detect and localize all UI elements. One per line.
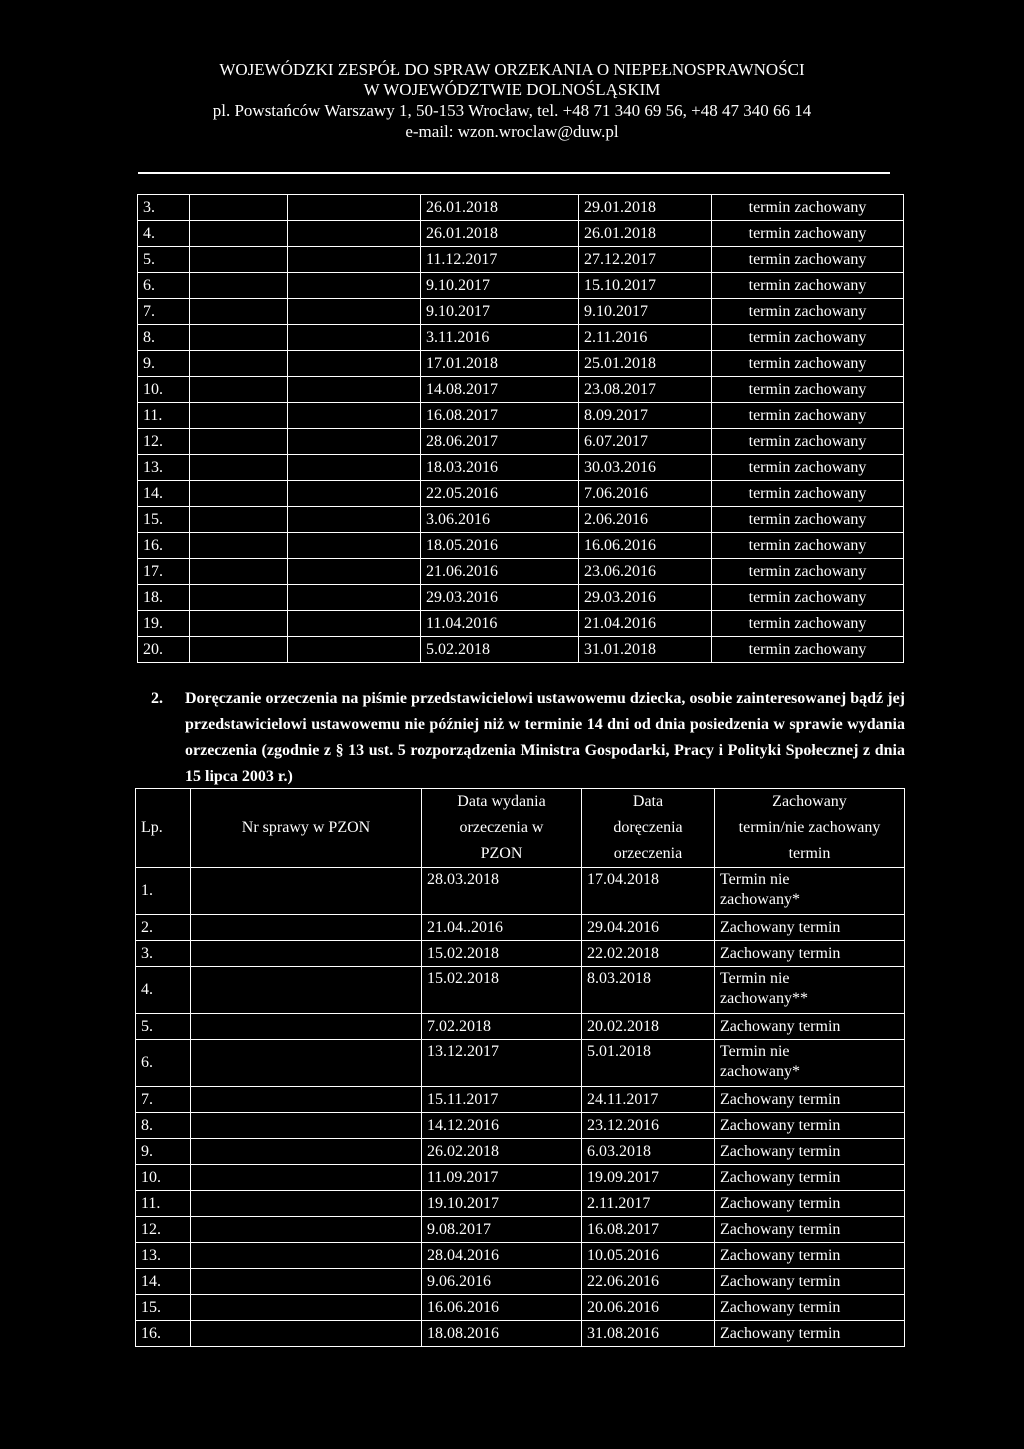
issue-date: 18.08.2016 [422, 1321, 582, 1347]
case-number-cell [191, 1087, 422, 1113]
deadline-status: termin zachowany [712, 195, 904, 221]
case-number-cell [190, 637, 288, 663]
table-row [138, 585, 904, 611]
header-divider [138, 172, 890, 174]
deadline-status [715, 1217, 905, 1243]
blank-cell [288, 195, 421, 221]
case-number-cell [191, 915, 422, 941]
table-row [136, 1014, 905, 1040]
table-row [138, 377, 904, 403]
deadline-status-line: Zachowany termin [720, 1091, 841, 1108]
header-status-line: Zachowany [772, 793, 847, 810]
delivery-date: 20.06.2016 [582, 1295, 715, 1321]
case-number-cell [191, 868, 422, 915]
table-row [136, 915, 905, 941]
deadline-status [715, 868, 905, 915]
deadline-status-line: Zachowany termin [720, 1325, 841, 1342]
table-row [138, 273, 904, 299]
delivery-date: 23.06.2016 [579, 559, 712, 585]
header-status-line: termin [788, 845, 831, 862]
row-number: 6. [136, 1040, 191, 1087]
deadline-status-line: Zachowany termin [720, 1018, 841, 1035]
table-row [138, 299, 904, 325]
row-number: 13. [138, 455, 190, 481]
deadline-status-line: zachowany** [720, 990, 808, 1007]
table-row [138, 455, 904, 481]
deadline-status-line: Termin nie [720, 871, 790, 888]
institution-region: W WOJEWÓDZTWIE DOLNOŚLĄSKIM [363, 80, 661, 99]
delivery-date: 25.01.2018 [579, 351, 712, 377]
row-number: 13. [136, 1243, 191, 1269]
deadline-status-line: Termin nie [720, 970, 790, 987]
table-row [138, 429, 904, 455]
row-number: 4. [138, 221, 190, 247]
blank-cell [288, 611, 421, 637]
deadline-status: termin zachowany [712, 221, 904, 247]
case-number-cell [190, 325, 288, 351]
issue-date: 15.02.2018 [422, 967, 582, 1014]
table-row [138, 637, 904, 663]
delivery-table-continued [137, 194, 904, 663]
issue-date: 9.06.2016 [422, 1269, 582, 1295]
issue-date: 13.12.2017 [422, 1040, 582, 1087]
row-number: 4. [136, 967, 191, 1014]
case-number-cell [190, 611, 288, 637]
issue-date: 26.01.2018 [421, 221, 579, 247]
issue-date: 21.04..2016 [422, 915, 582, 941]
header-delivery-date-line: doręczenia [613, 819, 683, 836]
delivery-date: 19.09.2017 [582, 1165, 715, 1191]
issue-date: 15.02.2018 [422, 941, 582, 967]
deadline-status-line: Zachowany termin [720, 919, 841, 936]
table-row [136, 1243, 905, 1269]
table-row [136, 1191, 905, 1217]
issue-date: 11.04.2016 [421, 611, 579, 637]
case-number-cell [191, 1295, 422, 1321]
issue-date: 3.06.2016 [421, 507, 579, 533]
issue-date: 7.02.2018 [422, 1014, 582, 1040]
case-number-cell [191, 1269, 422, 1295]
table-row [138, 533, 904, 559]
table-row [136, 868, 905, 915]
issue-date: 9.10.2017 [421, 273, 579, 299]
issue-date: 11.12.2017 [421, 247, 579, 273]
row-number: 7. [138, 299, 190, 325]
case-number-cell [190, 403, 288, 429]
delivery-date: 22.02.2018 [582, 941, 715, 967]
row-number: 5. [138, 247, 190, 273]
case-number-cell [190, 377, 288, 403]
deadline-status: termin zachowany [712, 611, 904, 637]
deadline-status-line: Zachowany termin [720, 1117, 841, 1134]
delivery-date: 31.01.2018 [579, 637, 712, 663]
issue-date: 26.01.2018 [421, 195, 579, 221]
deadline-status [715, 915, 905, 941]
table-row [138, 325, 904, 351]
table-row [138, 481, 904, 507]
row-number: 8. [138, 325, 190, 351]
table-row [136, 1217, 905, 1243]
table-row [138, 195, 904, 221]
delivery-date: 29.03.2016 [579, 585, 712, 611]
table-row [136, 941, 905, 967]
deadline-status: termin zachowany [712, 585, 904, 611]
deadline-status: termin zachowany [712, 559, 904, 585]
blank-cell [288, 221, 421, 247]
delivery-date: 8.03.2018 [582, 967, 715, 1014]
issue-date: 5.02.2018 [421, 637, 579, 663]
deadline-status: termin zachowany [712, 455, 904, 481]
row-number: 15. [138, 507, 190, 533]
table-row [136, 1113, 905, 1139]
delivery-date: 23.08.2017 [579, 377, 712, 403]
row-number: 1. [136, 868, 191, 915]
issue-date: 17.01.2018 [421, 351, 579, 377]
row-number: 9. [136, 1139, 191, 1165]
blank-cell [288, 325, 421, 351]
delivery-date: 15.10.2017 [579, 273, 712, 299]
deadline-status: termin zachowany [712, 325, 904, 351]
table-row [136, 1165, 905, 1191]
row-number: 20. [138, 637, 190, 663]
row-number: 14. [138, 481, 190, 507]
row-number: 12. [138, 429, 190, 455]
blank-cell [288, 273, 421, 299]
delivery-table [135, 788, 905, 1347]
deadline-status: termin zachowany [712, 533, 904, 559]
deadline-status [715, 1014, 905, 1040]
row-number: 14. [136, 1269, 191, 1295]
row-number: 7. [136, 1087, 191, 1113]
deadline-status-line: Zachowany termin [720, 1273, 841, 1290]
deadline-status: termin zachowany [712, 429, 904, 455]
delivery-date: 7.06.2016 [579, 481, 712, 507]
table-row [138, 611, 904, 637]
delivery-date: 2.06.2016 [579, 507, 712, 533]
institution-name: WOJEWÓDZKI ZESPÓŁ DO SPRAW ORZEKANIA O NIEPEŁNOSPRAWNOŚCI [219, 60, 805, 79]
blank-cell [288, 429, 421, 455]
delivery-date: 5.01.2018 [582, 1040, 715, 1087]
deadline-status-line: Zachowany termin [720, 1169, 841, 1186]
issue-date: 21.06.2016 [421, 559, 579, 585]
delivery-date: 30.03.2016 [579, 455, 712, 481]
row-number: 3. [138, 195, 190, 221]
delivery-table-body [136, 868, 905, 1347]
delivery-date: 23.12.2016 [582, 1113, 715, 1139]
case-number-cell [190, 481, 288, 507]
deadline-status [715, 1040, 905, 1087]
deadline-status: termin zachowany [712, 247, 904, 273]
issue-date: 26.02.2018 [422, 1139, 582, 1165]
issue-date: 28.03.2018 [422, 868, 582, 915]
issue-date: 3.11.2016 [421, 325, 579, 351]
row-number: 11. [136, 1191, 191, 1217]
deadline-status: termin zachowany [712, 481, 904, 507]
case-number-cell [190, 455, 288, 481]
header-case-number: Nr sprawy w PZON [191, 789, 422, 868]
header-lp: Lp. [136, 789, 191, 868]
deadline-status [715, 941, 905, 967]
case-number-cell [191, 1014, 422, 1040]
table-header-row [136, 789, 905, 868]
deadline-status: termin zachowany [712, 377, 904, 403]
issue-date: 14.12.2016 [422, 1113, 582, 1139]
letterhead [0, 60, 1024, 142]
issue-date: 18.05.2016 [421, 533, 579, 559]
case-number-cell [191, 1243, 422, 1269]
delivery-date: 29.04.2016 [582, 915, 715, 941]
deadline-status: termin zachowany [712, 637, 904, 663]
table-row [136, 1295, 905, 1321]
case-number-cell [190, 299, 288, 325]
row-number: 2. [136, 915, 191, 941]
header-status [715, 789, 905, 868]
row-number: 17. [138, 559, 190, 585]
blank-cell [288, 377, 421, 403]
institution-address: pl. Powstańców Warszawy 1, 50-153 Wrocław, tel. +48 71 340 69 56, +48 47 340 66 14 [212, 101, 812, 120]
section-number: 2. [151, 690, 163, 707]
row-number: 11. [138, 403, 190, 429]
row-number: 9. [138, 351, 190, 377]
blank-cell [288, 247, 421, 273]
blank-cell [288, 481, 421, 507]
case-number-cell [190, 247, 288, 273]
section-2-paragraph [151, 686, 905, 790]
table-row [136, 1139, 905, 1165]
header-delivery-date-line: orzeczenia [613, 845, 683, 862]
blank-cell [288, 299, 421, 325]
issue-date: 18.03.2016 [421, 455, 579, 481]
issue-date: 28.04.2016 [422, 1243, 582, 1269]
deadline-status [715, 1243, 905, 1269]
issue-date: 15.11.2017 [422, 1087, 582, 1113]
header-issue-date [422, 789, 582, 868]
header-issue-date-line: PZON [480, 845, 523, 862]
issue-date: 11.09.2017 [422, 1165, 582, 1191]
institution-email: e-mail: wzon.wroclaw@duw.pl [405, 122, 619, 141]
blank-cell [288, 351, 421, 377]
case-number-cell [191, 1040, 422, 1087]
table-row [136, 1269, 905, 1295]
delivery-date: 17.04.2018 [582, 868, 715, 915]
deadline-status-line: Zachowany termin [720, 1143, 841, 1160]
delivery-date: 29.01.2018 [579, 195, 712, 221]
table-row [136, 1087, 905, 1113]
row-number: 16. [136, 1321, 191, 1347]
row-number: 19. [138, 611, 190, 637]
blank-cell [288, 637, 421, 663]
section-text: Doręczanie orzeczenia na piśmie przedstawicielowi ustawowemu dziecka, osobie zainteresowanej bądź jej przedstawicielowi ustawowemu nie później niż w terminie 14 dni od dnia posiedzenia w sprawie wydania orzeczenia (zgodnie z § 13 ust. 5 rozporządzenia Ministra Gospodarki, Pracy i Polityki Społecznej z dnia 15 lipca 2003 r.) [185, 690, 905, 785]
deadline-status-line: Termin nie [720, 1043, 790, 1060]
deadline-status-line: Zachowany termin [720, 945, 841, 962]
blank-cell [288, 455, 421, 481]
header-issue-date-line: Data wydania [457, 793, 546, 810]
row-number: 5. [136, 1014, 191, 1040]
delivery-date: 2.11.2017 [582, 1191, 715, 1217]
table-row [136, 967, 905, 1014]
blank-cell [288, 559, 421, 585]
deadline-status: termin zachowany [712, 403, 904, 429]
delivery-table-continued-body [138, 195, 904, 663]
row-number: 12. [136, 1217, 191, 1243]
deadline-status: termin zachowany [712, 273, 904, 299]
case-number-cell [191, 1321, 422, 1347]
case-number-cell [190, 195, 288, 221]
row-number: 6. [138, 273, 190, 299]
delivery-date: 31.08.2016 [582, 1321, 715, 1347]
row-number: 15. [136, 1295, 191, 1321]
case-number-cell [191, 941, 422, 967]
delivery-date: 21.04.2016 [579, 611, 712, 637]
deadline-status-line: zachowany* [720, 1063, 800, 1080]
case-number-cell [190, 585, 288, 611]
header-issue-date-line: orzeczenia w [459, 819, 544, 836]
blank-cell [288, 507, 421, 533]
deadline-status-line: zachowany* [720, 891, 800, 908]
case-number-cell [191, 1113, 422, 1139]
issue-date: 16.06.2016 [422, 1295, 582, 1321]
table-row [136, 1040, 905, 1087]
blank-cell [288, 533, 421, 559]
deadline-status [715, 1295, 905, 1321]
deadline-status [715, 1165, 905, 1191]
deadline-status: termin zachowany [712, 299, 904, 325]
delivery-date: 2.11.2016 [579, 325, 712, 351]
case-number-cell [191, 1165, 422, 1191]
table-row [138, 559, 904, 585]
issue-date: 9.08.2017 [422, 1217, 582, 1243]
case-number-cell [190, 533, 288, 559]
delivery-date: 16.08.2017 [582, 1217, 715, 1243]
delivery-date: 6.07.2017 [579, 429, 712, 455]
row-number: 10. [136, 1165, 191, 1191]
delivery-date: 9.10.2017 [579, 299, 712, 325]
deadline-status [715, 1113, 905, 1139]
row-number: 10. [138, 377, 190, 403]
table-row [138, 351, 904, 377]
issue-date: 14.08.2017 [421, 377, 579, 403]
row-number: 8. [136, 1113, 191, 1139]
delivery-date: 8.09.2017 [579, 403, 712, 429]
delivery-date: 26.01.2018 [579, 221, 712, 247]
deadline-status [715, 1269, 905, 1295]
delivery-date: 22.06.2016 [582, 1269, 715, 1295]
case-number-cell [190, 559, 288, 585]
blank-cell [288, 403, 421, 429]
case-number-cell [190, 351, 288, 377]
issue-date: 9.10.2017 [421, 299, 579, 325]
deadline-status [715, 1191, 905, 1217]
deadline-status-line: Zachowany termin [720, 1221, 841, 1238]
table-row [138, 221, 904, 247]
table-row [136, 1321, 905, 1347]
table-row [138, 507, 904, 533]
deadline-status: termin zachowany [712, 507, 904, 533]
deadline-status [715, 1321, 905, 1347]
case-number-cell [191, 1191, 422, 1217]
delivery-date: 6.03.2018 [582, 1139, 715, 1165]
row-number: 16. [138, 533, 190, 559]
table-row [138, 247, 904, 273]
blank-cell [288, 585, 421, 611]
issue-date: 28.06.2017 [421, 429, 579, 455]
case-number-cell [191, 1217, 422, 1243]
deadline-status-line: Zachowany termin [720, 1247, 841, 1264]
header-delivery-date [582, 789, 715, 868]
deadline-status [715, 967, 905, 1014]
row-number: 3. [136, 941, 191, 967]
table-row [138, 403, 904, 429]
deadline-status-line: Zachowany termin [720, 1299, 841, 1316]
case-number-cell [190, 429, 288, 455]
case-number-cell [190, 273, 288, 299]
issue-date: 29.03.2016 [421, 585, 579, 611]
case-number-cell [191, 967, 422, 1014]
delivery-date: 24.11.2017 [582, 1087, 715, 1113]
issue-date: 22.05.2016 [421, 481, 579, 507]
case-number-cell [190, 507, 288, 533]
deadline-status [715, 1087, 905, 1113]
header-status-line: termin/nie zachowany [738, 819, 881, 836]
delivery-date: 16.06.2016 [579, 533, 712, 559]
delivery-date: 20.02.2018 [582, 1014, 715, 1040]
case-number-cell [190, 221, 288, 247]
delivery-date: 10.05.2016 [582, 1243, 715, 1269]
header-delivery-date-line: Data [632, 793, 664, 810]
deadline-status-line: Zachowany termin [720, 1195, 841, 1212]
case-number-cell [191, 1139, 422, 1165]
delivery-date: 27.12.2017 [579, 247, 712, 273]
issue-date: 19.10.2017 [422, 1191, 582, 1217]
deadline-status: termin zachowany [712, 351, 904, 377]
row-number: 18. [138, 585, 190, 611]
issue-date: 16.08.2017 [421, 403, 579, 429]
deadline-status [715, 1139, 905, 1165]
